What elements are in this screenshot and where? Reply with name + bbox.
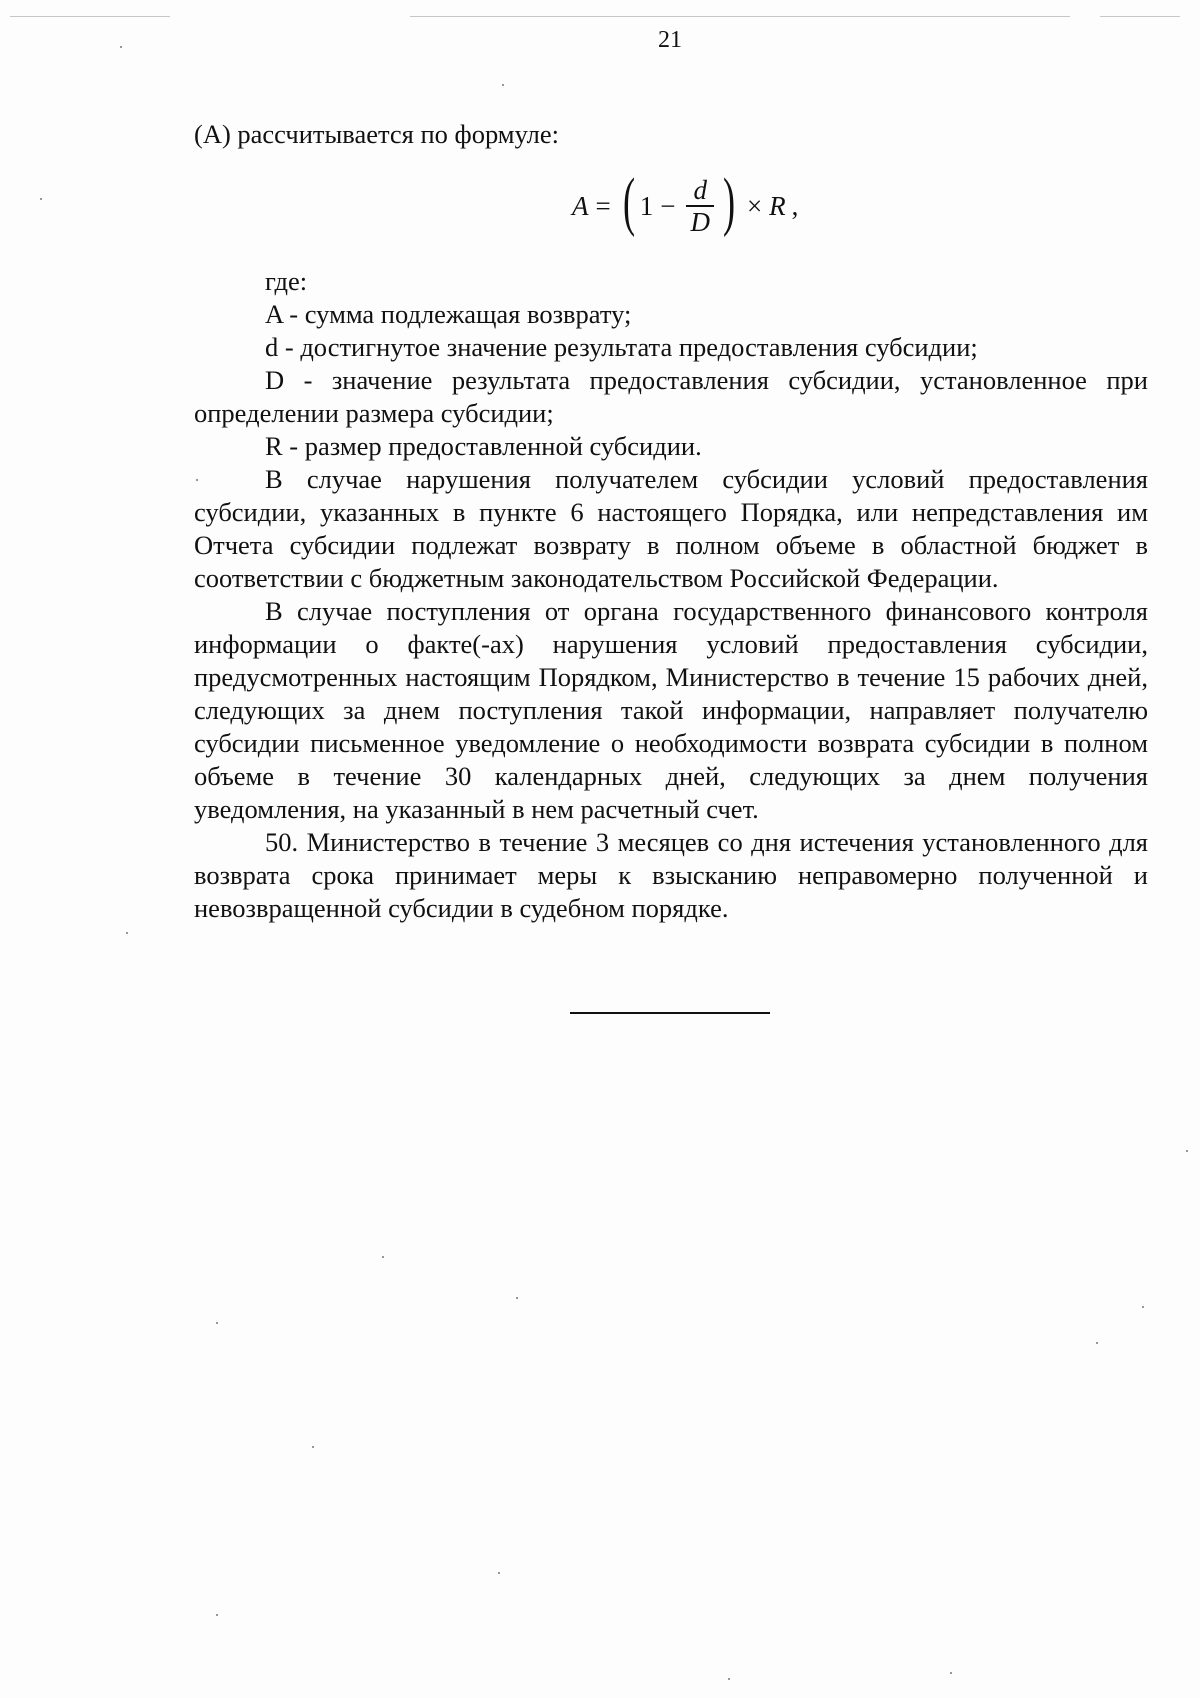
- scan-artifact-line: [410, 16, 1070, 17]
- scan-speck: [1186, 1150, 1188, 1152]
- scan-speck: [1142, 1306, 1144, 1308]
- left-paren: (: [622, 165, 635, 238]
- scan-speck: [950, 1672, 952, 1674]
- formula: [572, 165, 799, 244]
- scan-speck: [40, 198, 42, 200]
- formula-one: 1: [639, 190, 654, 221]
- formula-trailing: ,: [791, 190, 799, 221]
- scan-speck: [516, 1297, 518, 1299]
- fraction-denominator: D: [690, 206, 710, 237]
- definitions-heading: где:: [265, 266, 308, 296]
- paragraph-50: 50. Министерство в течение 3 месяцев со дня истечения установленного для возврата срока принимает меры к взысканию неправомерно полученной и невозвращенной субсидии в судебном порядке.: [194, 827, 1148, 923]
- paragraph-violation: В случае нарушения получателем субсидии условий предоставления субсидии, указанных в пункте 6 настоящего Порядка, или непредставления им Отчета субсидии подлежат возврату в полном объеме в областной бюджет в соответствии с бюджетным законодательством Российской Федерации.: [194, 464, 1148, 593]
- page-number: 21: [658, 27, 682, 53]
- formula-factor: R: [769, 190, 786, 221]
- scan-speck: [498, 1572, 500, 1574]
- scan-speck: [728, 1678, 730, 1680]
- formula-fraction: [686, 175, 714, 237]
- scan-speck: [1096, 1342, 1098, 1344]
- paragraph-control-info: В случае поступления от органа государственного финансового контроля информации о факте(-ах) нарушения условий предоставления субсидии, предусмотренных настоящим Порядком, Министерство в течение 15 рабочих дней, следующих за днем поступления такой информации, направляет получателю субсидии письменное уведомление о необходимости возврата субсидии в полном объеме в течение 30 календарных дней, следующих за днем получения уведомления, на указанный в нем расчетный счет.: [194, 596, 1148, 824]
- scan-speck: [382, 1256, 384, 1258]
- scan-artifact-line: [10, 16, 170, 17]
- end-of-text-rule: [570, 1012, 770, 1014]
- body-text: [194, 265, 1148, 925]
- formula-equals: =: [595, 190, 611, 221]
- definition-big-d: D - значение результата предоставления субсидии, установленное при определении размера субсидии;: [194, 365, 1148, 428]
- fraction-numerator: d: [693, 175, 707, 206]
- formula-intro: (А) рассчитывается по формуле:: [194, 119, 560, 149]
- scan-speck: [216, 1322, 218, 1324]
- scan-speck: [312, 1446, 314, 1448]
- definition-r: R - размер предоставленной субсидии.: [265, 431, 702, 461]
- scan-speck: [502, 84, 504, 86]
- formula-lhs: A: [572, 190, 589, 221]
- scan-speck: [216, 1614, 218, 1616]
- definition-a: A - сумма подлежащая возврату;: [265, 299, 632, 329]
- scan-speck: [126, 932, 128, 934]
- right-paren: ): [722, 165, 735, 238]
- definition-d: d - достигнутое значение результата предоставления субсидии;: [265, 332, 978, 362]
- scan-artifact-line: [1100, 16, 1180, 17]
- formula-minus: −: [660, 190, 676, 221]
- intro-line: [194, 118, 1148, 151]
- formula-times: ×: [746, 190, 763, 221]
